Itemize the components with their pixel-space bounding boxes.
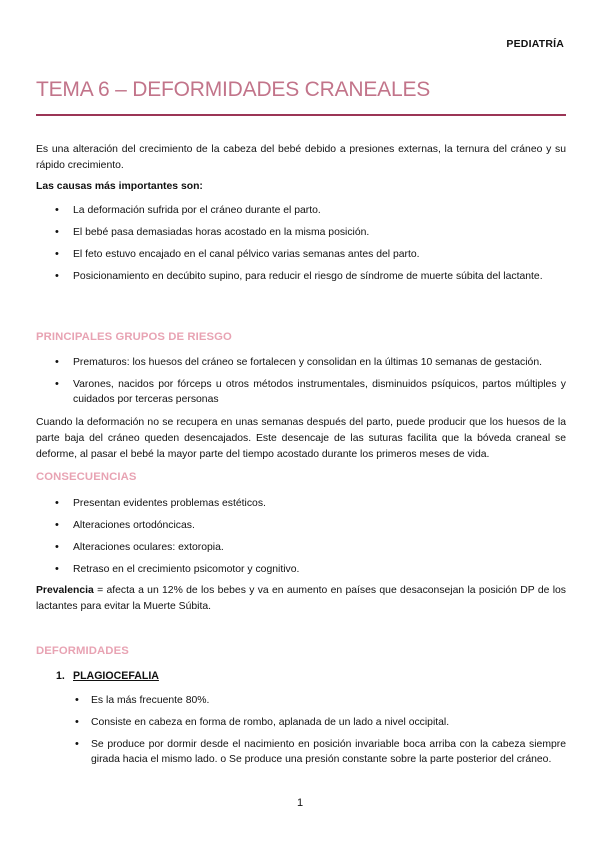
list-item: • Es la más frecuente 80%.: [36, 693, 566, 708]
list-item: • Se produce por dormir desde el nacimiento en posición invariable boca arriba con la cabeza siempre girada hacia el mismo lado. o Se produce una presión constante sobre la parte posterior del cráneo.: [36, 737, 566, 767]
risk-groups-list: [36, 355, 566, 414]
title-divider: [36, 114, 566, 116]
list-item: • El bebé pasa demasiadas horas acostado en la misma posición.: [36, 225, 566, 240]
page-title: TEMA 6 – DEFORMIDADES CRANEALES: [36, 78, 431, 101]
list-item: • Alteraciones ortodóncicas.: [36, 518, 566, 533]
prevalence-paragraph: [36, 583, 566, 615]
list-item: • Prematuros: los huesos del cráneo se fortalecen y consolidan en la últimas 10 semanas de gestación.: [36, 355, 566, 370]
list-item: • Retraso en el crecimiento psicomotor y cognitivo.: [36, 562, 566, 577]
consequences-heading: CONSECUENCIAS: [36, 471, 137, 483]
list-item: • La deformación sufrida por el cráneo durante el parto.: [36, 203, 566, 218]
plagiocefalia-item: [56, 670, 159, 682]
item-label: PLAGIOCEFALIA: [73, 670, 159, 682]
plagiocefalia-points: [36, 693, 566, 774]
causes-list: [36, 203, 566, 291]
list-item: • Varones, nacidos por fórceps u otros métodos instrumentales, disminuidos psíquicos, partos múltiples y cuidados por terceras personas: [36, 377, 566, 407]
list-item: • Presentan evidentes problemas estéticos.: [36, 496, 566, 511]
item-number: 1.: [56, 670, 65, 682]
consequences-list: [36, 496, 566, 584]
list-item: • Consiste en cabeza en forma de rombo, aplanada de un lado a nivel occipital.: [36, 715, 566, 730]
header-label: PEDIATRÍA: [506, 38, 564, 50]
list-item: • Alteraciones oculares: extoropia.: [36, 540, 566, 555]
risk-groups-heading: PRINCIPALES GRUPOS DE RIESGO: [36, 331, 232, 343]
intro-paragraph: Es una alteración del crecimiento de la cabeza del bebé debido a presiones externas, la ternura del cráneo y su rápido crecimiento.: [36, 144, 566, 171]
prevalence-text: = afecta a un 12% de los bebes y va en aumento en países que desaconsejan la posición DP de los lactantes para evitar la Muerte Súbita.: [36, 585, 566, 612]
causes-heading: Las causas más importantes son:: [36, 181, 203, 192]
list-item: • Posicionamiento en decúbito supino, para reducir el riesgo de síndrome de muerte súbita del lactante.: [36, 269, 566, 284]
page-number: 1: [296, 797, 304, 809]
prevalence-label: Prevalencia: [36, 585, 94, 596]
risk-groups-paragraph: Cuando la deformación no se recupera en unas semanas después del parto, puede producir que los huesos de la parte baja del cráneo queden desencajados. Este desencaje de las suturas facilita que la bóveda craneal se deforme, al pasar el bebé la mayor parte del tiempo acostado durante los primeros meses de vida.: [36, 417, 566, 460]
deformities-heading: DEFORMIDADES: [36, 645, 129, 657]
list-item: • El feto estuvo encajado en el canal pélvico varias semanas antes del parto.: [36, 247, 566, 262]
